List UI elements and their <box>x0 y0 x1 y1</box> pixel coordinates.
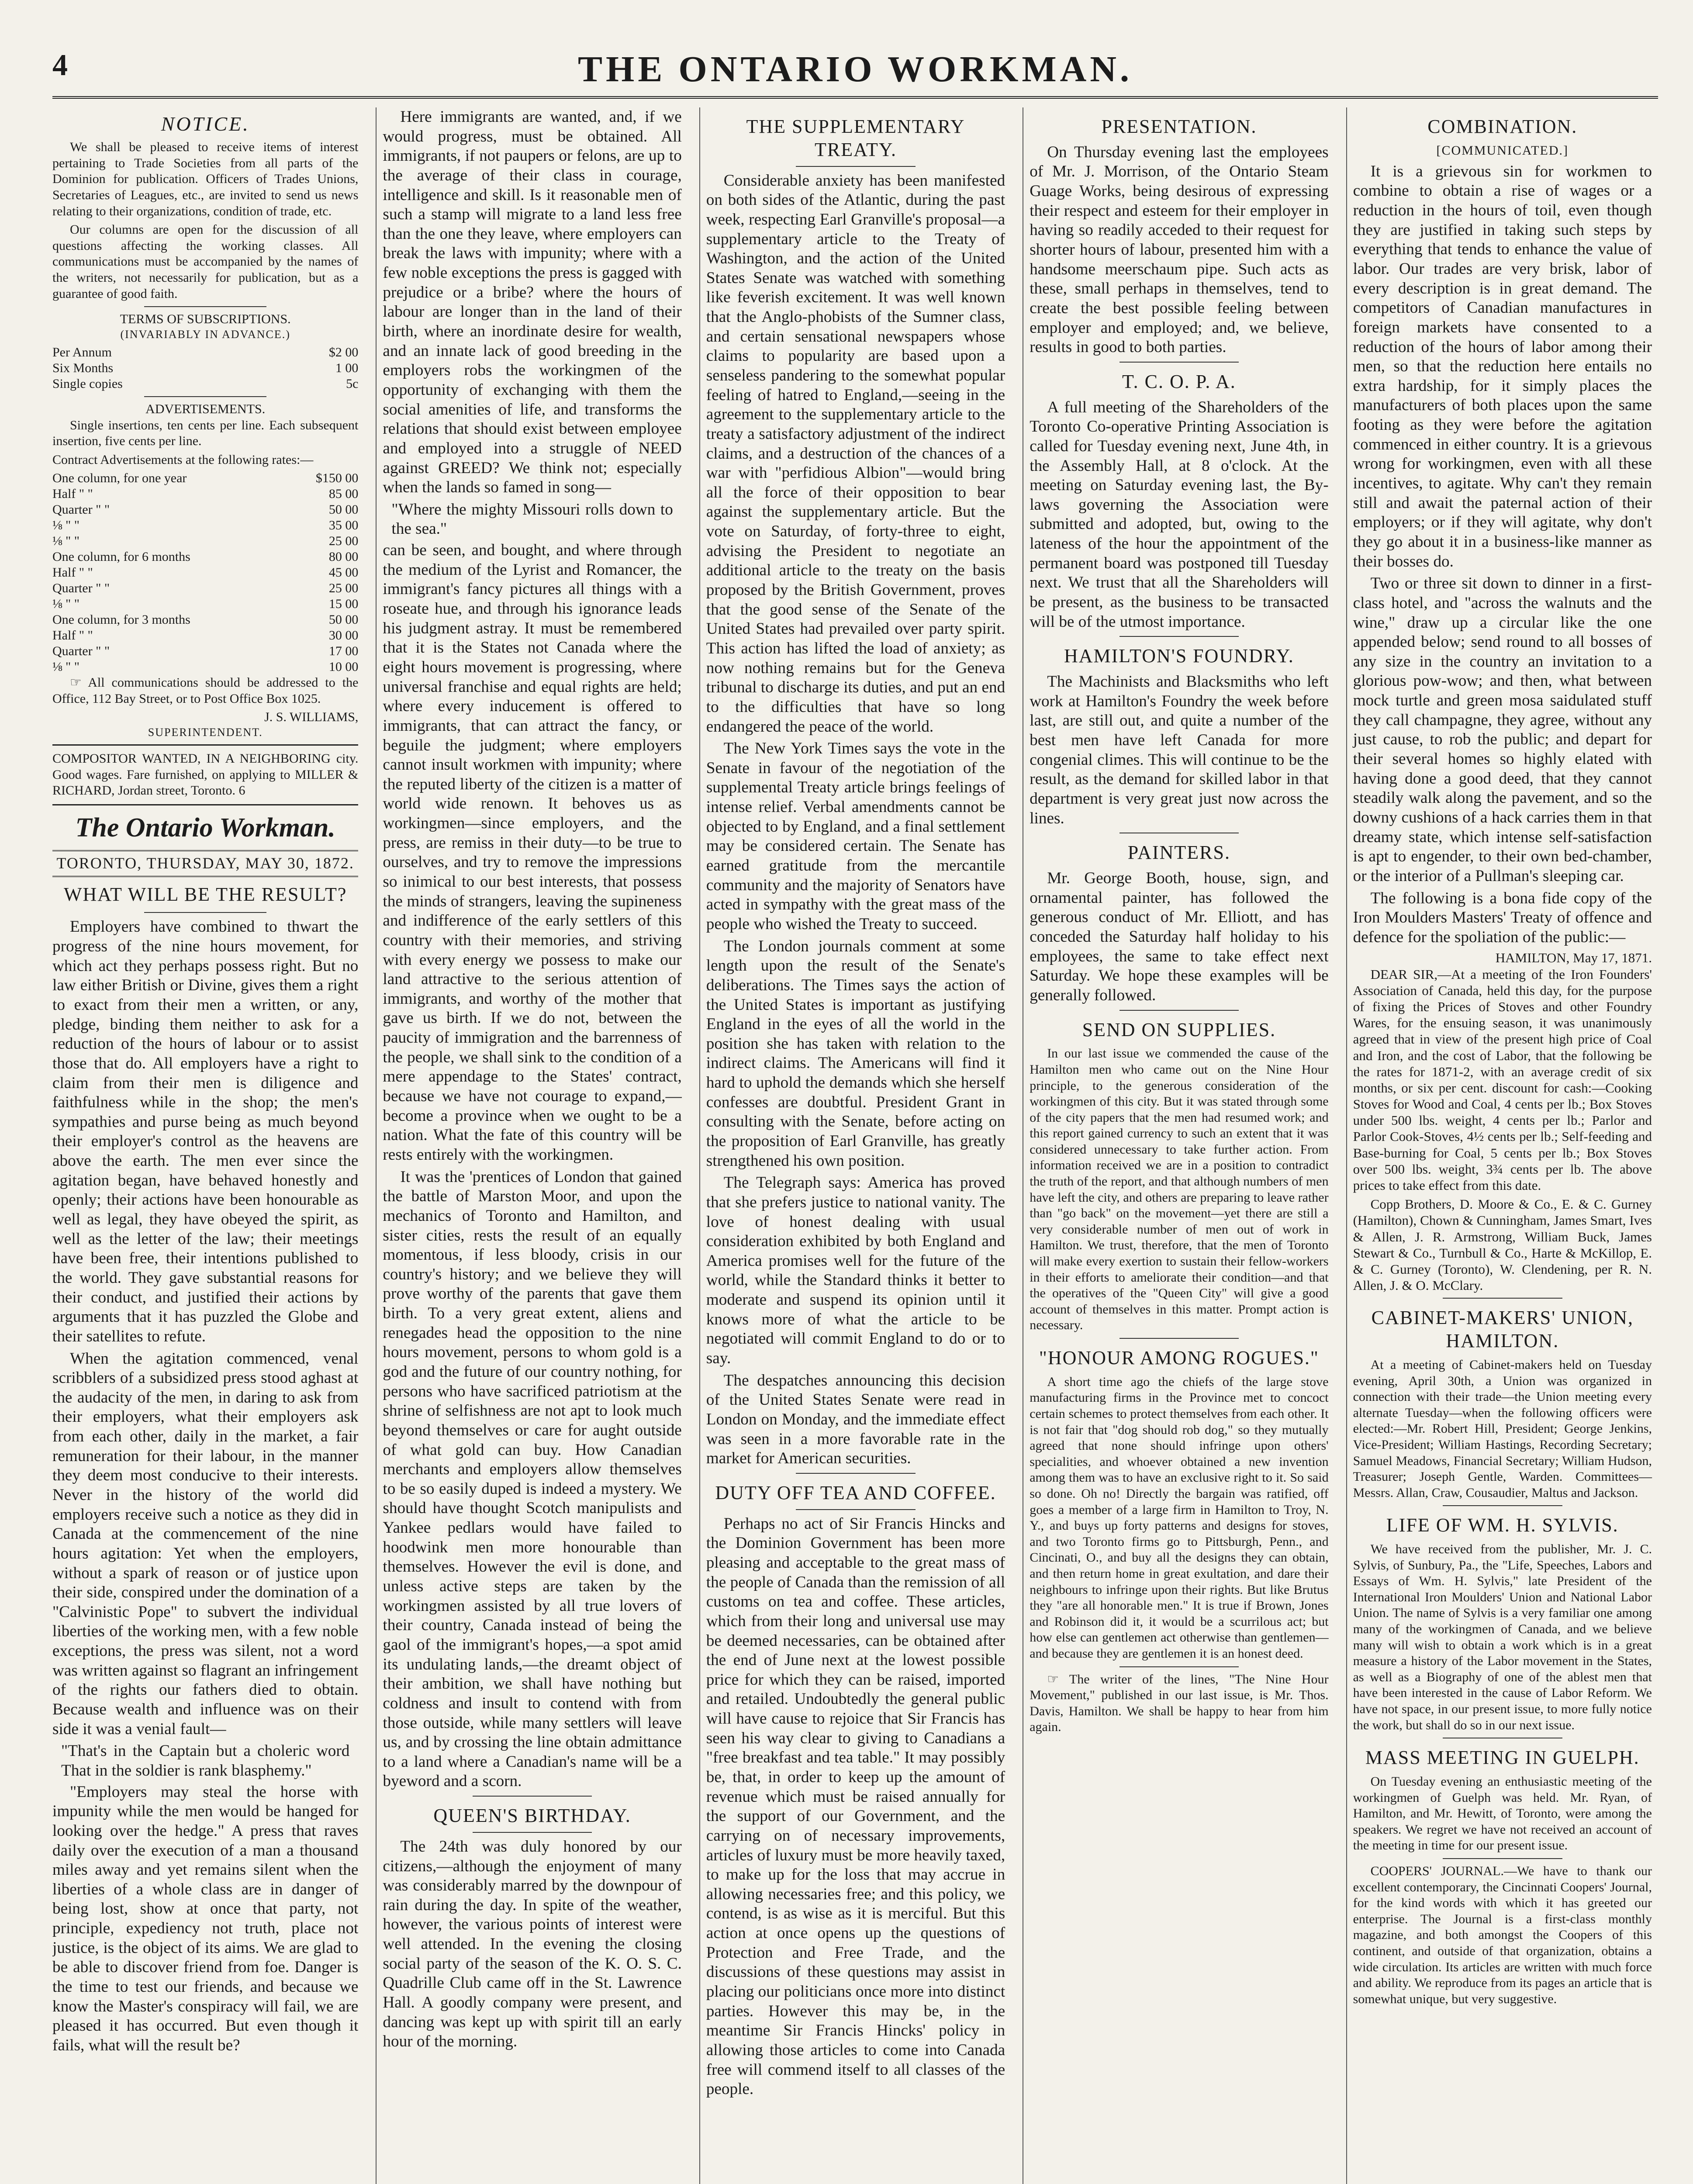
divider <box>144 396 266 397</box>
price-row: One column, for 3 months 50 00 <box>52 612 359 627</box>
column-2 <box>376 107 688 2184</box>
divider <box>473 1832 592 1833</box>
combination-subtitle: [COMMUNICATED.] <box>1436 143 1569 158</box>
treaty-title: THE SUPPLEMENTARY TREATY. <box>746 116 965 160</box>
rogues-text: A short time ago the chiefs of the large stove manufacturing firms in the Province met to concoct certain schemes to protect themselves from each other. It is not fair that "dog should rob dog," so they mutually agreed that none should infringe upon others' specialities, and whoever obtained a new invention among them was to have an exclusive right to it. So said so done. Oh no! Directly the bargain was ratified, off goes a member of a large firm in Hamilton to Troy, N. Y., and buys up forty patterns and designs for stoves, and two Toronto firms go to Pittsburgh, Penn., and Cincinati, O., and buy all the designs they can obtain, and then return home in great exultation, and dare their neighbours to infringe upon their rights. But like Brutus they "are all honorable men." It is true if Brown, Jones and Robinson did it, it would be a scurrilous act; but how else can gentlemen act otherwise than gentlemen—and because they are gentlemen it is an honest deed. <box>1030 1374 1329 1661</box>
hamilton-foundry-text: The Machinists and Blacksmiths who left work at Hamilton's Foundry the week before last, are still out, and quite a number of the best men have left Canada for more congenial climes. This will continue to be the result, as the demand for skilled labor in that department is very great just now across the lines. <box>1030 673 1329 827</box>
combination-title: COMBINATION. <box>1427 116 1578 137</box>
column-5 <box>1346 107 1658 2184</box>
compositor-ad: COMPOSITOR WANTED, IN A NEIGHBORING city. Good wages. Fare furnished, on applying to MILLER & RICHARD, Jordan street, Toronto. 6 <box>52 751 359 798</box>
cabinet-makers-text: At a meeting of Cabinet-makers held on Tuesday evening, April 30th, a Union was organized in connection with their trade—the Union meeting every alternate Tuesday—when the following officers were elected:—Mr. Robert Hill, President; George Jenkins, Vice-President; William Hastings, Recording Secretary; Samuel Meadows, Financial Secretary; William Hudson, Treasurer; Joseph Gentle, Warden. Committees—Messrs. Allan, Craw, Cousaudier, Maltus and Jackson. <box>1353 1357 1652 1500</box>
price-row: Half " " 30 00 <box>52 628 359 643</box>
subscriptions-note: (INVARIABLY IN ADVANCE.) <box>120 328 290 341</box>
cabinet-makers-title: CABINET-MAKERS' UNION, HAMILTON. <box>1371 1307 1634 1352</box>
tcopa-title: T. C. O. P. A. <box>1122 370 1236 392</box>
superintendent-title: SUPERINTENDENT. <box>148 726 263 739</box>
price-row: Quarter " " 25 00 <box>52 581 359 596</box>
divider <box>52 804 358 805</box>
price-row: ⅛ " " 35 00 <box>52 518 359 533</box>
editorial-title: WHAT WILL BE THE RESULT? <box>63 883 347 905</box>
paper-title: THE ONTARIO WORKMAN. <box>578 49 1133 90</box>
divider <box>473 1796 592 1797</box>
divider <box>1443 1505 1562 1506</box>
advertising-rates-table <box>52 470 358 675</box>
contract-heading: Contract Advertisements at the following rates:— <box>52 452 314 467</box>
columns <box>52 107 1658 2184</box>
notice-text: We shall be pleased to receive items of interest pertaining to Trade Societies from all parts of the Dominion for publication. Officers of Trades Unions, Secretaries of Leagues, etc., are invited to send us news relating to their organizations, condition of trade, etc. <box>52 140 359 218</box>
subscriptions-table <box>52 345 358 392</box>
divider <box>144 912 266 913</box>
foundry-letter: DEAR SIR,—At a meeting of the Iron Founders' Association of Canada, held this day, for the purpose of fixing the Prices of Stoves and other Foundry Wares, for the ensuing season, it was unanimously agreed that in view of the present high price of Coal and Iron, and the cost of Labor, that the following be the rates for 1871-2, with an average credit of six months, or six per cent. discount for cash:—Cooking Stoves for Wood and Coal, 4 cents per lb.; Box Stoves under 500 lbs. weight, 4 cents per lb.; Parlor and Parlor Cook-Stoves, 4½ cents per lb.; Self-feeding and Base-burning for Coal, 5 cents per lb.; Box Stoves over 500 lbs. weight, 3¾ cents per lb. The above prices to take effect from this date. <box>1353 966 1652 1193</box>
painters-text: Mr. George Booth, house, sign, and ornamental painter, has followed the generous conduct of Mr. Elliott, and has conceded the Saturday half holiday to his employees, the same to take effect next Saturday. We hope these examples will be generally followed. <box>1030 869 1329 1004</box>
notice-text: Our columns are open for the discussion of all questions affecting the working classes. All communications must be accompanied by the names of the writers, not necessarily for publication, but as a guarantee of good faith. <box>52 222 359 301</box>
coopers-journal-text: COOPERS' JOURNAL.—We have to thank our excellent contemporary, the Cincinnati Coopers' Journal, for the kind words with which it has greeted our enterprise. The Journal is a first-class monthly magazine, and both amongst the Coopers of this continent, and outside of that organization, obtains a wide circulation. Its articles are written with much force and ability. We reproduce from its pages an article that is somewhat unique, but very suggestive. <box>1353 1863 1652 2006</box>
paper-nameplate: The Ontario Workman. <box>75 813 335 843</box>
editorial-paragraph: It was the 'prentices of London that gained the battle of Marston Moor, and upon the mechanics of Toronto and Hamilton, and sister cities, rests the result of an equally momentous, if less bloody, crisis in our country's history; and we believe they will prove worthy of the parents that gave them birth. To a very great extent, aliens and renegades head the opposition to the nine hours movement, persons to whom gold is a god and the future of our country nothing, for persons who have sacrificed patriotism at the shrine of selfishness are not apt to look much beyond themselves or care for aught outside of what gold can buy. How Canadian merchants and employers allow themselves to be so easily duped is indeed a mystery. We should have thought Scotch manipulists and Yankee pedlars would have failed to hoodwink men more honourable than themselves. However the evil is done, and unless active steps are taken by the workingmen assisted by all true lovers of their country, Canada instead of being the gaol of the immigrant's hopes,—a spot amid its undulating lands,—the dreamt object of their ambition, we shall have nothing but coldness and insult to contend with from those outside, while many settlers will leave us, and by crossing the line obtain admittance to a land where a Canadian's name will be a byeword and a scorn. <box>383 1168 682 1790</box>
column-1 <box>52 107 364 2184</box>
divider <box>796 1509 916 1510</box>
divider <box>796 1473 916 1474</box>
sylvis-title: LIFE OF WM. H. SYLVIS. <box>1386 1514 1619 1536</box>
advertisements-heading: ADVERTISEMENTS. <box>145 401 266 416</box>
price-row: Quarter " " 50 00 <box>52 502 359 517</box>
sylvis-text: We have received from the publisher, Mr. J. C. Sylvis, of Sunbury, Pa., the "Life, Speeches, Labors and Essays of Wm. H. Sylvis," late President of the International Iron Moulders' Union and National Labor Union. The name of Sylvis is a very familiar one among many of the workingmen of Canada, and we believe many will wish to obtain a work which is in a great measure a history of the Labor movement in the States, as well as a Biography of one of the ablest men that have been interested in the cause of Labor Reform. We have not space, in our present issue, to more fully notice the work, but shall do so in our next issue. <box>1353 1542 1652 1732</box>
price-row: ⅛ " " 25 00 <box>52 534 359 549</box>
price-row: Half " " 45 00 <box>52 565 359 580</box>
editorial-paragraph: "Employers may steal the horse with impunity while the men would be hanged for looking over the hedge." A press that raves daily over the execution of a man a thousand miles away and yet remains silent when the liberties of a whole class are in danger of being lost, show at once that party, not principle, expediency not truth, place not justice, is the object of its aims. We are glad to be able to discover friend from foe. Danger is the time to test our friends, and because we know the Master's conspiracy will fail, we are pleased it has occurred. But even though it fails, what will the result be? <box>52 1783 359 2054</box>
subscriptions-heading: TERMS OF SUBSCRIPTIONS. <box>120 312 291 327</box>
combination-paragraph: The following is a bona fide copy of the Iron Moulders Masters' Treaty of offence and defence for the spoliation of the public:— <box>1353 889 1652 946</box>
price-row: Half " " 85 00 <box>52 487 359 501</box>
price-row: Per Annum $2 00 <box>52 345 359 359</box>
divider <box>1119 636 1239 637</box>
editorial-paragraph: When the agitation commenced, venal scribblers of a subsidized press stood aghast at the audacity of the men, in daring to ask from their employers, what their employers ask from each other, daily in the market, a fair remuneration for their labour, in the manner they deem most conducive to their interests. Never in the history of the world did employers receive such a notice as they did in Canada at the commencement of the nine hours agitation: Yet when the employers, without a spark of reason or of justice upon their side, conspired under the domination of a "Calvinistic Pope" to subvert the individual liberties of the working men, with a few noble exceptions, the press was silent, not a word was written against so flagrant an infringement of the rights our fathers died to obtain. Because wealth and influence was on their side it was a venial fault— <box>52 1349 359 1738</box>
presentation-title: PRESENTATION. <box>1101 116 1257 137</box>
combination-paragraph: Two or three sit down to dinner in a first-class hotel, and "across the walnuts and the wine," draw up a circular like the one appended below; send round to all bosses of any size in the country an invitation to a glorious pow-wow; and then, what between mock turtle and green mosa saidulated stuff they call champagne, they agree, without any just cause, to rob the public; and depart for their several homes so highly elated with having done a good deed, that they cannot steadily walk along the pavement, and so the downy cushions of a hack carries them in that dreamy state, which intense self-satisfaction is apt to engender, to their own bed-chamber, or the interior of a Pullman's sleeping car. <box>1353 574 1652 885</box>
divider <box>52 744 358 746</box>
hamilton-foundry-title: HAMILTON'S FOUNDRY. <box>1064 645 1294 667</box>
masthead <box>52 31 1658 99</box>
divider <box>1119 1666 1239 1667</box>
price-row: One column, for 6 months 80 00 <box>52 549 359 564</box>
divider <box>1443 1858 1562 1859</box>
supplies-title: SEND ON SUPPLIES. <box>1082 1019 1276 1040</box>
divider <box>796 166 916 167</box>
letter-date: HAMILTON, May 17, 1871. <box>1495 950 1652 966</box>
presentation-text: On Thursday evening last the employees of Mr. J. Morrison, of the Ontario Steam Guage Works, being desirous of expressing their respect and esteem for their employer in having so readily acceded to their request for shorter hours of labour, presented him with a handsome meerschaum pipe. Such acts as these, small perhaps in themselves, tend to create the best possible feeling between employer and employed; and, we believe, results in good to both parties. <box>1030 143 1329 356</box>
price-row: ⅛ " " 10 00 <box>52 660 359 674</box>
notice-heading: NOTICE. <box>161 113 250 135</box>
divider <box>1119 362 1239 363</box>
dateline: TORONTO, THURSDAY, MAY 30, 1872. <box>52 850 358 877</box>
column-3 <box>699 107 1011 2184</box>
price-row: ⅛ " " 15 00 <box>52 597 359 612</box>
letter-signers: Copp Brothers, D. Moore & Co., E. & C. Gurney (Hamilton), Chown & Cunningham, James Smart, Ives & Allen, J. R. Armstrong, William Buck, James Stewart & Co., Turnbull & Co., Harte & McKillop, E. & C. Gurney (Toronto), W. Clendening, per R. N. Allen, J. & O. McClary. <box>1353 1196 1652 1293</box>
tcopa-text: A full meeting of the Shareholders of the Toronto Co-operative Printing Association is called for Tuesday evening next, June 4th, in the Assembly Hall, at 8 o'clock. At the meeting on Saturday evening last, the By-laws governing the Association were submitted and adopted, but, owing to the lateness of the hour the appointment of the permanent board was postponed till Tuesday next. We trust that all the Shareholders will be present, as the business to be transacted will be of the utmost importance. <box>1030 398 1329 631</box>
editorial-paragraph: can be seen, and bought, and where through the medium of the Lyrist and Romancer, the immigrant's fancy pictures all things with a roseate hue, and through his ignorance leads his judgment astray. It must be remembered that it is the States not Canada where the eight hours movement is progressing, where universal franchise and equal rights are held; where every inducement is offered to immigrants, that can attract the fancy, or beguile the judgment; where employers cannot insult workmen with impunity; where the reputed liberty of the citizen is a matter of world wide renown. It behoves us as workingmen—since employers, and the press, are remiss in their duty—to be true to ourselves, and try to remove the impressions so inimical to our best interests, that possess the minds of strangers, leaving the supineness and indifference of the early settlers of this country with their memories, and striving with every energy we possess to make our land attractive to the serious attention of immigrants, and worthy of the mother that gave us birth. If we do not, between the paucity of immigration and the barrenness of the people, we shall sink to the condition of a mere appendage to the States' contract, because we have not courage to expand,—become a province when we ought to be a nation. What the fate of this country will be rests entirely with the workingmen. <box>383 541 682 1164</box>
page-number: 4 <box>52 48 68 82</box>
treaty-paragraph: The London journals comment at some length upon the result of the Senate's deliberations. The Times says the action of the United States is important as justifying England in the eyes of all the world in the position she has taken with relation to the indirect claims. The Americans will find it hard to uphold the demands which she herself confesses are doubtful. President Grant in consulting with the Senate, before acting on the proposition of Earl Granville, has greatly strengthened his own position. <box>706 937 1005 1170</box>
painters-title: PAINTERS. <box>1127 842 1230 864</box>
treaty-paragraph: Considerable anxiety has been manifested on both sides of the Atlantic, during the past week, respecting Earl Granville's proposal—a supplementary article to the Treaty of Washington, and the action of the United States Senate was watched with something like feverish excitement. It was well known that the Anglo-phobists of the Sumner class, and certain sensational newspapers whose claims to popularity are based upon a senseless pandering to the somewhat popular feeling of hatred to England,—seeing in the agreement to the supplementary article to the treaty a satisfactory adjustment of the indirect claims, and a destruction of the chances of a war with "perfidious Albion"—would bring all the force of their opposition to bear against the supplementary article. But the vote on Saturday, of forty-three to eight, advising the President to negotiate an additional article to the treaty on the basis proposed by the British Government, proves that the good sense of the Senate of the United States had prevailed over party spirit. This action has lifted the load of anxiety; as now nothing remains but for the Geneva tribunal to discharge its duties, and put an end to the difficulties that have so long endangered the peace of the world. <box>706 171 1005 736</box>
advertisements-footer: ☞ All communications should be addressed to the Office, 112 Bay Street, or to Post Office Box 1025. <box>52 675 359 706</box>
price-row: Six Months 1 00 <box>52 360 359 375</box>
nine-hour-note: ☞ The writer of the lines, "The Nine Hour Movement," published in our last issue, is Mr. Thos. Davis, Hamilton. We shall be happy to hear from him again. <box>1030 1672 1329 1735</box>
duty-title: DUTY OFF TEA AND COFFEE. <box>715 1482 996 1503</box>
queens-birthday-title: QUEEN'S BIRTHDAY. <box>433 1805 631 1827</box>
duty-paragraph: Perhaps no act of Sir Francis Hincks and the Dominion Government has been more pleasing and acceptable to the great mass of the people of Canada than the remission of all customs on tea and coffee. These articles, which from their long and universal use may be deemed necessaries, can be obtained after the end of June next at the lowest possible price for which they can be raised, imported and retailed. Undoubtedly the general public will have cause to rejoice that Sir Francis has seen his way clear to giving to Canadians a "free breakfast and tea table." It may possibly be, that, in order to keep up the amount of revenue which must be raised annually for the support of our Government, and the carrying on of necessary improvements, articles of luxury must be more heavily taxed, to make up for the loss that may accrue in allowing necessaries free; and this policy, we contend, is as wise as it is merciful. But this action at once opens up the questions of Protection and Free Trade, and the discussions of these questions may assist in placing our politicians once more into distinct parties. However this may be, in the meantime Sir Francis Hincks' policy in allowing those articles to come into Canada free will commend itself to all classes of the people. <box>706 1514 1005 2098</box>
guelph-text: On Tuesday evening an enthusiastic meeting of the workingmen of Guelph was held. Mr. Ryan, of Hamilton, and Mr. Hewitt, of Toronto, were among the speakers. We regret we have not received an account of the meeting in time for our present issue. <box>1353 1774 1652 1853</box>
divider <box>1119 1338 1239 1339</box>
treaty-paragraph: The Telegraph says: America has proved that she prefers justice to national vanity. The love of honest dealing with usual consideration exhibited by both England and America promises well for the future of the world, while the Standard thinks it better to moderate and suspend its opinion until it knows more of what the article to be negotiated will commit England to do or to say. <box>706 1174 1005 1368</box>
editorial-quote: "Where the mighty Missouri rolls down to the sea." <box>391 500 673 538</box>
superintendent-name: J. S. WILLIAMS, <box>264 710 359 725</box>
treaty-paragraph: The New York Times says the vote in the Senate in favour of the negotiation of the supplemental Treaty article brings feelings of intense relief. Verbal amendments cannot be objected to by England, and a final settlement may be considered certain. The Senate has earned gratitude from the mercantile community and the majority of Senators have acted in sympathy with the great mass of the people who wished the Treaty to succeed. <box>706 740 1005 933</box>
queens-birthday-text: The 24th was duly honored by our citizens,—although the enjoyment of many was considerably marred by the downpour of rain during the day. In spite of the weather, however, the various points of interest were well attended. In the evening the closing social party of the season of the K. O. S. C. Quadrille Club came off in the St. Lawrence Hall. A goodly company were present, and dancing was kept up with spirit till an early hour of the morning. <box>383 1837 682 2051</box>
editorial-paragraph: Here immigrants are wanted, and, if we would progress, must be obtained. All immigrants, if not paupers or felons, are up to the average of their class in courage, intelligence and skill. Is it reasonable men of such a stamp will migrate to a land less free than the one they leave, where employers can break the laws with impunity; where with a few noble exceptions the press is gagged with prejudice or a bribe? where the hours of labour are longer than in the land of their birth, where an inordinate desire for wealth, and an innate lack of good breeding in the employers robs the workingmen of the opportunity of exchanging with them the social amenities of life, and transforms the relations that should exist between employee and employed into a struggle of NEED against GREED? We think not; especially when the lands so famed in song— <box>383 108 682 497</box>
price-row: Single copies 5c <box>52 376 359 391</box>
divider <box>1443 1298 1562 1299</box>
editorial-paragraph: Employers have combined to thwart the progress of the nine hours movement, for which act they perhaps possess right. But no law either British or Divine, gives them a right to exact from their men a written, or any, pledge, binding them neither to ask for a reduction of the hours of labour or to assist those that do. All employers have a right to claim from their men is diligence and faithfulness while in the shop; the men's sympathies and purse being as much beyond their employer's control as the heavens are above the earth. The men ever since the agitation began, have behaved honestly and openly; their actions have been honourable as well as legal, they have obeyed the spirit, as well as the letter of the law; their meetings have been free, their intentions published to the world. They gave substantial reasons for their conduct, and justified their actions by arguments that it has puzzled the Globe and their satellites to refute. <box>52 918 359 1345</box>
guelph-title: MASS MEETING IN GUELPH. <box>1365 1747 1640 1769</box>
combination-paragraph: It is a grievous sin for workmen to combine to obtain a rise of wages or a reduction in the hours of toil, even though they are justified in taking such steps by everything that tends to enhance the value of labor. Our trades are very brisk, labor of every description is in great demand. The competitors of Canadian manufactures in foreign markets have consented to a reduction of the hours of labor among their men, so that the reduction here entails no extra hardship, for it simply places the manufacturers of both places upon the same footing as they were before the agitation commenced in either country. It is a grievous wrong for workingmen, even with all these incentives, to agitate. Why can't they remain still and await the paternal action of their employers; or if they will agitate, why don't they go about it in a business-like manner as their bosses do. <box>1353 162 1652 570</box>
price-row: Quarter " " 17 00 <box>52 644 359 659</box>
divider <box>144 306 266 307</box>
divider <box>1119 1010 1239 1011</box>
advertisements-intro: Single insertions, ten cents per line. Each subsequent insertion, five cents per line. <box>52 418 359 449</box>
treaty-paragraph: The despatches announcing this decision of the United States Senate were read in London on Monday, and the immediate effect was seen in a more favorable rate in the market for American securities. <box>706 1371 1005 1468</box>
price-row: One column, for one year $150 00 <box>52 471 359 486</box>
column-4 <box>1023 107 1334 2184</box>
supplies-text: In our last issue we commended the cause of the Hamilton men who came out on the Nine Hour principle, to the generous consideration of the workingmen of this city. But it was stated through some of the city papers that the men had resumed work; and this report gained currency to such an extent that it was considered unnecessary to take further action. From information received we are in a position to contradict the truth of the report, and that although numbers of men have left the city, and others are preparing to leave rather than "go back" on the movement—yet there are still a very considerable number of men out of work in Hamilton. We trust, therefore, that the men of Toronto will make every exertion to sustain their fellow-workers in their efforts to ameliorate their condition—and that the operatives of the "Queen City" will give a good account of themselves in this matter. Prompt action is necessary. <box>1030 1046 1329 1333</box>
rogues-title: "HONOUR AMONG ROGUES." <box>1039 1347 1319 1369</box>
editorial-quote: "That's in the Captain but a choleric word That in the soldier is rank blasphemy." <box>61 1742 350 1780</box>
